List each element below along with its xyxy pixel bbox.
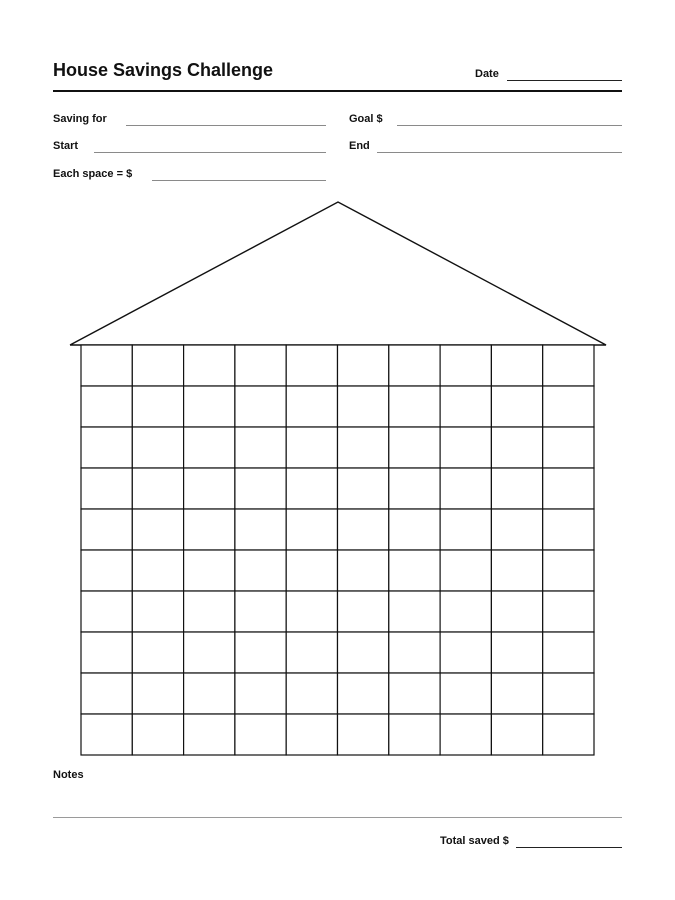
savings-cell[interactable]	[184, 386, 235, 427]
date-label: Date	[475, 68, 499, 80]
savings-cell[interactable]	[543, 632, 594, 673]
savings-cell[interactable]	[543, 714, 594, 755]
savings-cell[interactable]	[543, 673, 594, 714]
total-saved-label: Total saved $	[440, 835, 509, 847]
savings-cell[interactable]	[338, 673, 389, 714]
savings-cell[interactable]	[543, 427, 594, 468]
savings-cell[interactable]	[286, 386, 337, 427]
savings-cell[interactable]	[491, 673, 542, 714]
savings-cell[interactable]	[184, 345, 235, 386]
savings-cell[interactable]	[440, 673, 491, 714]
savings-cell[interactable]	[491, 427, 542, 468]
savings-cell[interactable]	[338, 386, 389, 427]
savings-cell[interactable]	[389, 673, 440, 714]
notes-label: Notes	[53, 769, 84, 781]
savings-cell[interactable]	[338, 632, 389, 673]
savings-cell[interactable]	[184, 632, 235, 673]
savings-cell[interactable]	[389, 509, 440, 550]
savings-cell[interactable]	[235, 591, 286, 632]
savings-cell[interactable]	[235, 673, 286, 714]
savings-cell[interactable]	[440, 468, 491, 509]
savings-cell[interactable]	[235, 427, 286, 468]
savings-cell[interactable]	[81, 345, 132, 386]
savings-cell[interactable]	[491, 591, 542, 632]
savings-cell[interactable]	[286, 591, 337, 632]
savings-cell[interactable]	[81, 386, 132, 427]
savings-cell[interactable]	[132, 673, 183, 714]
savings-cell[interactable]	[389, 345, 440, 386]
savings-cell[interactable]	[81, 509, 132, 550]
savings-cell[interactable]	[286, 468, 337, 509]
total-saved-field[interactable]	[516, 847, 622, 848]
savings-cell[interactable]	[338, 468, 389, 509]
savings-cell[interactable]	[235, 632, 286, 673]
savings-cell[interactable]	[491, 714, 542, 755]
savings-cell[interactable]	[491, 632, 542, 673]
savings-cell[interactable]	[491, 509, 542, 550]
savings-cell[interactable]	[81, 591, 132, 632]
savings-cell[interactable]	[132, 468, 183, 509]
savings-cell[interactable]	[440, 345, 491, 386]
savings-cell[interactable]	[132, 714, 183, 755]
savings-cell[interactable]	[389, 550, 440, 591]
savings-cell[interactable]	[440, 550, 491, 591]
start-label: Start	[53, 140, 79, 152]
savings-cell[interactable]	[491, 386, 542, 427]
savings-cell[interactable]	[338, 550, 389, 591]
savings-cell[interactable]	[389, 386, 440, 427]
savings-cell[interactable]	[440, 427, 491, 468]
savings-cell[interactable]	[286, 632, 337, 673]
savings-cell[interactable]	[338, 591, 389, 632]
savings-cell[interactable]	[440, 714, 491, 755]
savings-cell[interactable]	[440, 509, 491, 550]
savings-cell[interactable]	[543, 345, 594, 386]
savings-cell[interactable]	[235, 550, 286, 591]
savings-cell[interactable]	[81, 673, 132, 714]
savings-cell[interactable]	[491, 468, 542, 509]
savings-cell[interactable]	[81, 468, 132, 509]
savings-cell[interactable]	[132, 509, 183, 550]
house-roof	[70, 202, 606, 345]
savings-cell[interactable]	[132, 550, 183, 591]
savings-cell[interactable]	[132, 427, 183, 468]
savings-cell[interactable]	[440, 591, 491, 632]
savings-cell[interactable]	[286, 427, 337, 468]
savings-cell[interactable]	[338, 427, 389, 468]
savings-cell[interactable]	[389, 427, 440, 468]
savings-cell[interactable]	[132, 345, 183, 386]
savings-cell[interactable]	[184, 468, 235, 509]
savings-cell[interactable]	[184, 673, 235, 714]
savings-cell[interactable]	[543, 591, 594, 632]
savings-cell[interactable]	[389, 632, 440, 673]
savings-cell[interactable]	[235, 345, 286, 386]
savings-cell[interactable]	[491, 550, 542, 591]
savings-cell[interactable]	[184, 591, 235, 632]
savings-cell[interactable]	[235, 714, 286, 755]
savings-cell[interactable]	[491, 345, 542, 386]
savings-cell[interactable]	[543, 509, 594, 550]
savings-cell[interactable]	[81, 714, 132, 755]
savings-cell[interactable]	[543, 386, 594, 427]
savings-cell[interactable]	[389, 714, 440, 755]
savings-cell[interactable]	[389, 591, 440, 632]
savings-cell[interactable]	[81, 427, 132, 468]
savings-cell[interactable]	[81, 550, 132, 591]
savings-cell[interactable]	[440, 386, 491, 427]
savings-cell[interactable]	[286, 509, 337, 550]
savings-cell[interactable]	[543, 550, 594, 591]
savings-cell[interactable]	[286, 714, 337, 755]
savings-cell[interactable]	[543, 468, 594, 509]
savings-cell[interactable]	[338, 509, 389, 550]
notes-line[interactable]	[53, 817, 622, 818]
savings-cell[interactable]	[235, 468, 286, 509]
end-label: End	[349, 140, 370, 152]
goal-label: Goal $	[349, 113, 383, 125]
savings-cell[interactable]	[286, 550, 337, 591]
savings-cell[interactable]	[184, 509, 235, 550]
savings-cell[interactable]	[184, 550, 235, 591]
savings-cell[interactable]	[184, 714, 235, 755]
savings-cell[interactable]	[132, 632, 183, 673]
savings-cell[interactable]	[389, 468, 440, 509]
page-title: House Savings Challenge	[53, 60, 274, 80]
saving-for-label: Saving for	[53, 113, 107, 125]
savings-cell[interactable]	[338, 714, 389, 755]
savings-cell[interactable]	[286, 673, 337, 714]
savings-cell[interactable]	[440, 632, 491, 673]
savings-cell[interactable]	[132, 386, 183, 427]
savings-cell[interactable]	[235, 509, 286, 550]
savings-cell[interactable]	[235, 386, 286, 427]
savings-cell[interactable]	[338, 345, 389, 386]
savings-cell[interactable]	[286, 345, 337, 386]
savings-cell[interactable]	[81, 632, 132, 673]
each-space-label: Each space = $	[53, 168, 133, 180]
savings-cell[interactable]	[132, 591, 183, 632]
savings-cell[interactable]	[184, 427, 235, 468]
